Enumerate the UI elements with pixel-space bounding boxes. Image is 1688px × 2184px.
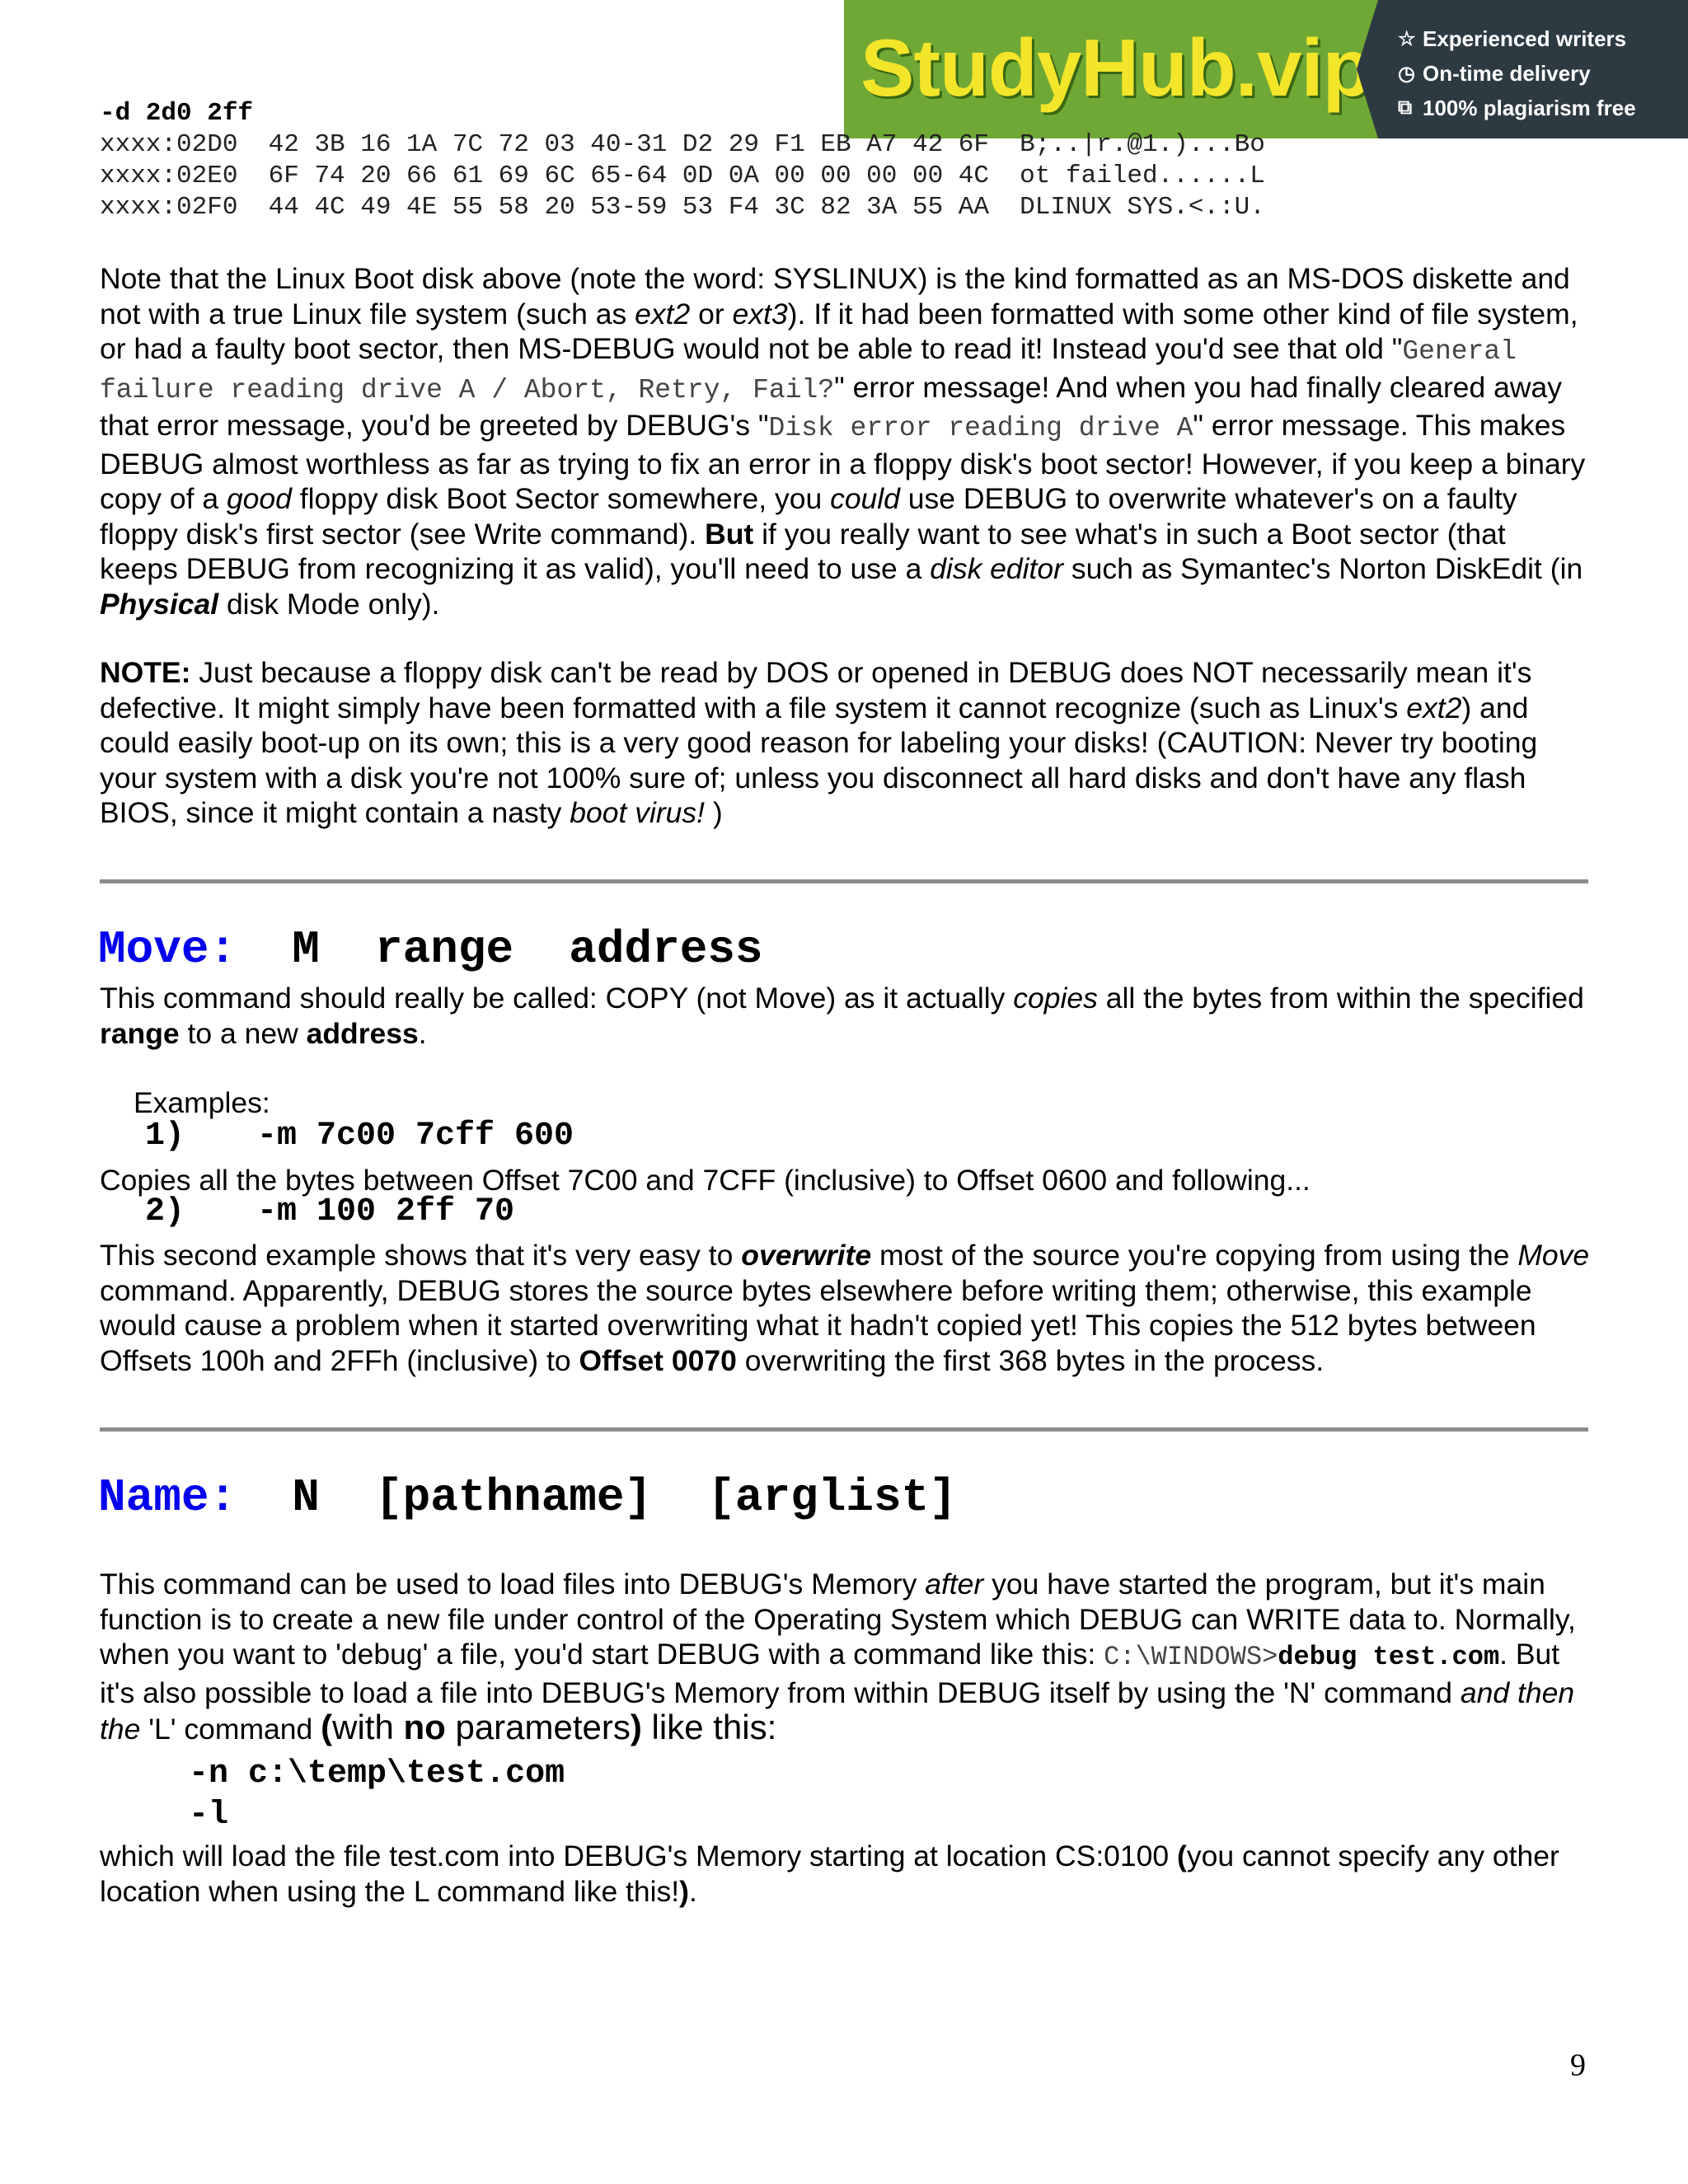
studyhub-banner[interactable]: [844, 0, 1688, 138]
page-number: 9: [1570, 2048, 1586, 2083]
error-message: Disk error reading drive A: [768, 413, 1193, 443]
studyhub-logo: StudyHub.vip: [860, 22, 1372, 113]
copy-icon: ⧉: [1398, 96, 1413, 119]
name-code-line-2: -l: [189, 1797, 229, 1834]
move-description: This command should really be called: COPY (not Move) as it actually copies all the bytes from within the specified range to a new address.: [100, 982, 1584, 1050]
feature-label: Experienced writers: [1423, 26, 1627, 51]
note-paragraph: NOTE: Just because a floppy disk can't be read by DOS or opened in DEBUG does NOT necessarily mean it's defective. It might simply have been formatted with a file system it cannot recognize (such as Linux's ext2) and could easily boot-up on its own; this is a very good reason for labeling your disks! (CAUTION: Never try booting your system with a disk you're not 100% sure of; unless you disconnect all hard disks and don't have any flash BIOS, since it might contain a nasty boot virus! ): [100, 656, 1538, 829]
move-example-2: 2) -m 100 2ff 70: [145, 1193, 515, 1230]
name-load-description: which will load the file test.com into DEBUG's Memory starting at location CS:0100 (you cannot specify any other location when using the L command like this!).: [100, 1840, 1559, 1908]
banner-logo-area: [844, 0, 1378, 138]
error-message: General failure reading drive A / Abort, Retry, Fail?: [100, 336, 1517, 405]
move-example-1-desc: Copies all the bytes between Offset 7C00 and 7CFF (inclusive) to Offset 0600 and following...: [100, 1164, 1311, 1197]
dump-row: xxxx:02F0 44 4C 49 4E 55 58 20 53-59 53 F4 3C 82 3A 55 AA DLINUX SYS.<.:U.: [100, 193, 1265, 222]
name-description: This command can be used to load files into DEBUG's Memory after you have started the program, but it's main function is to create a new file under control of the Operating System which DEBUG can WRITE data to. Normally, when you want to 'debug' a file, you'd start DEBUG with a command like this: C:\WINDOWS>debug test.com. But it's also possible to load a file into DEBUG's Memory from within DEBUG itself by using the 'N' command and then the 'L' command (with no parameters) like this:: [100, 1568, 1576, 1746]
banner-features: [1378, 0, 1688, 138]
dump-command: -d 2d0 2ff: [100, 99, 254, 128]
move-example-1: 1) -m 7c00 7cff 600: [145, 1118, 574, 1155]
move-example-2-desc: This second example shows that it's very easy to overwrite most of the source you're copying from using the Move command. Apparently, DEBUG stores the source bytes elsewhere before writing them; otherwise, this example would cause a problem when it started overwriting what it hadn't copied yet! This copies the 512 bytes between Offsets 100h and 2FFh (inclusive) to Offset 0070 overwriting the first 368 bytes in the process.: [100, 1239, 1590, 1377]
feature-item: [1398, 91, 1688, 125]
examples-label: Examples:: [134, 1086, 270, 1119]
feature-item: [1398, 21, 1688, 56]
section-divider: [100, 1427, 1588, 1432]
star-icon: ☆: [1398, 27, 1416, 50]
dump-row: xxxx:02D0 42 3B 16 1A 7C 72 03 40-31 D2 29 F1 EB A7 42 6F B;..|r.@1.)...Bo: [100, 130, 1265, 159]
feature-item: [1398, 56, 1688, 91]
name-heading: Name: N [pathname] [arglist]: [98, 1471, 957, 1524]
feature-label: On-time delivery: [1423, 60, 1591, 86]
dump-row: xxxx:02E0 6F 74 20 66 61 69 6C 65-64 0D 0A 00 00 00 00 4C ot failed......L: [100, 162, 1265, 190]
banner-notch: [1357, 0, 1378, 138]
section-divider: [100, 879, 1588, 883]
feature-label: 100% plagiarism free: [1423, 95, 1636, 120]
move-heading: Move: M range address: [98, 923, 763, 976]
name-code-line-1: -n c:\temp\test.com: [189, 1755, 565, 1793]
linux-boot-paragraph: Note that the Linux Boot disk above (note the word: SYSLINUX) is the kind formatted as an MS-DOS diskette and not with a true Linux file system (such as ext2 or ext3). If it had been formatted with some other kind of file system, or had a faulty boot sector, then MS-DEBUG would not be able to read it! Instead you'd see that old "General failure reading drive A / Abort, Retry, Fail?" error message! And when you had finally cleared away that error message, you'd be greeted by DEBUG's "Disk error reading drive A" error message. This makes DEBUG almost worthless as far as trying to fix an error in a floppy disk's boot sector! However, if you keep a binary copy of a good floppy disk Boot Sector somewhere, you could use DEBUG to overwrite whatever's on a faulty floppy disk's first sector (see Write command). But if you really want to see what's in such a Boot sector (that keeps DEBUG from recognizing it as valid), you'll need to use a disk editor such as Symantec's Norton DiskEdit (in Physical disk Mode only).: [100, 262, 1586, 621]
clock-icon: ◷: [1398, 62, 1415, 85]
